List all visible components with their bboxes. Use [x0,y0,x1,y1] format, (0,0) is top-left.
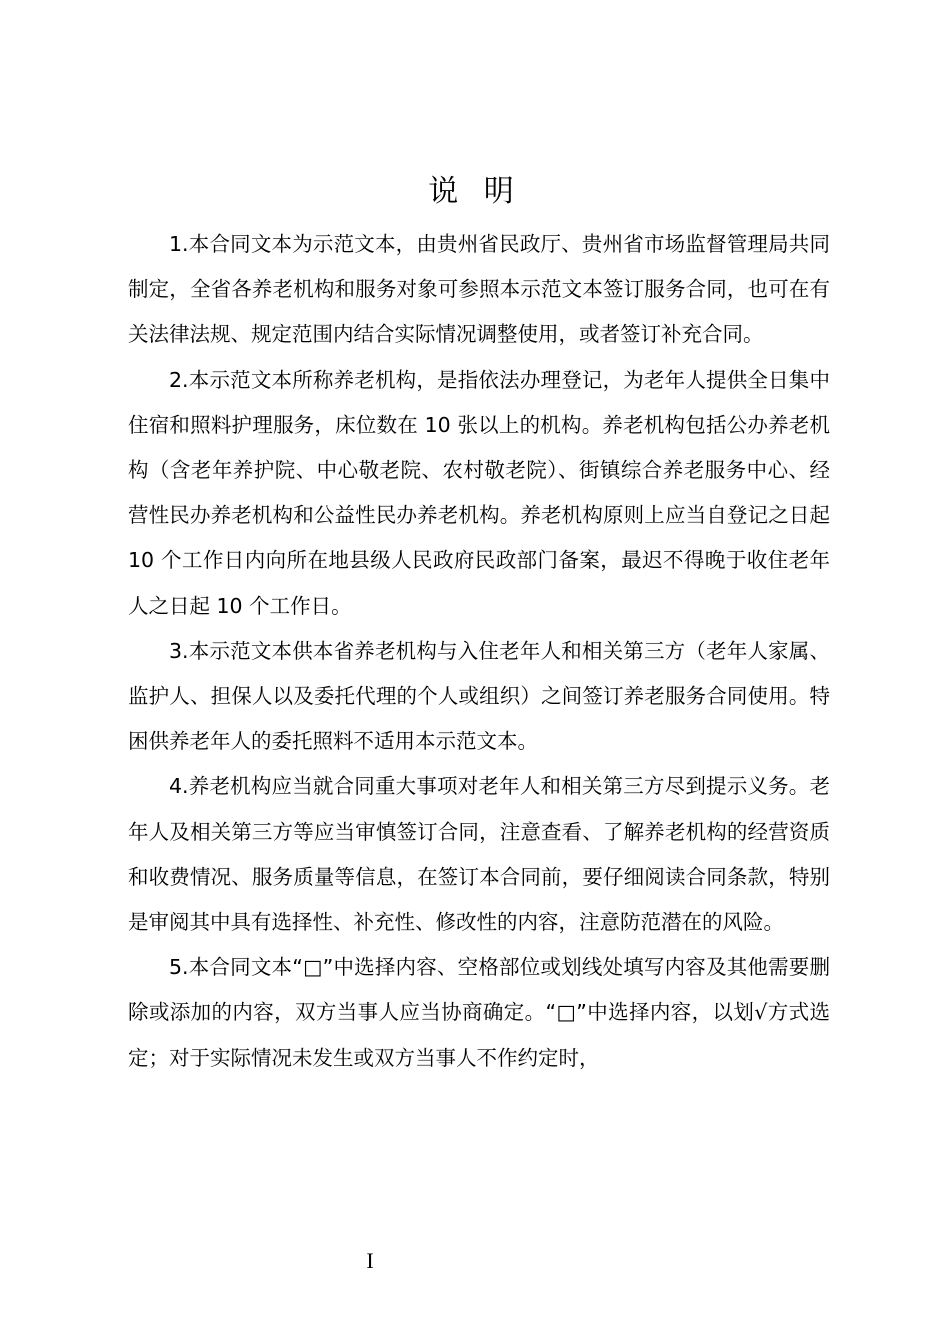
paragraph-4: 4.养老机构应当就合同重大事项对老年人和相关第三方尽到提示义务。老年人及相关第三方等应当审慎签订合同，注意查看、了解养老机构的经营资质和收费情况、服务质量等信息，在签订本合同前，要仔细阅读合同条款，特别是审阅其中具有选择性、补充性、修改性的内容，注意防范潜在的风险。 [128,774,830,935]
paragraph-5: 5.本合同文本“□”中选择内容、空格部位或划线处填写内容及其他需要删除或添加的内容，双方当事人应当协商确定。“□”中选择内容，以划√方式选定；对于实际情况未发生或双方当事人不作约定时， [128,955,830,1070]
document-body [128,222,830,1081]
document-title: 说 明 [428,174,522,209]
paragraph-1: 1.本合同文本为示范文本，由贵州省民政厅、贵州省市场监督管理局共同制定，全省各养老机构和服务对象可参照本示范文本签订服务合同，也可在有关法律法规、规定范围内结合实际情况调整使用，或者签订补充合同。 [128,232,830,347]
paragraph-3: 3.本示范文本供本省养老机构与入住老年人和相关第三方（老年人家属、监护人、担保人以及委托代理的个人或组织）之间签订养老服务合同使用。特困供养老年人的委托照料不适用本示范文本。 [128,638,830,754]
page-number: I [366,1248,374,1273]
paragraph-2: 2.本示范文本所称养老机构，是指依法办理登记，为老年人提供全日集中住宿和照料护理服务，床位数在 10 张以上的机构。养老机构包括公办养老机构（含老年养护院、中心敬老院、农村敬老院）、街镇综合养老服务中心、经营性民办养老机构和公益性民办养老机构。养老机构原则上应当自登记之日起 10 个工作日内向所在地县级人民政府民政部门备案，最迟不得晚于收住老年人之日起 10 个工作日。 [128,367,830,618]
